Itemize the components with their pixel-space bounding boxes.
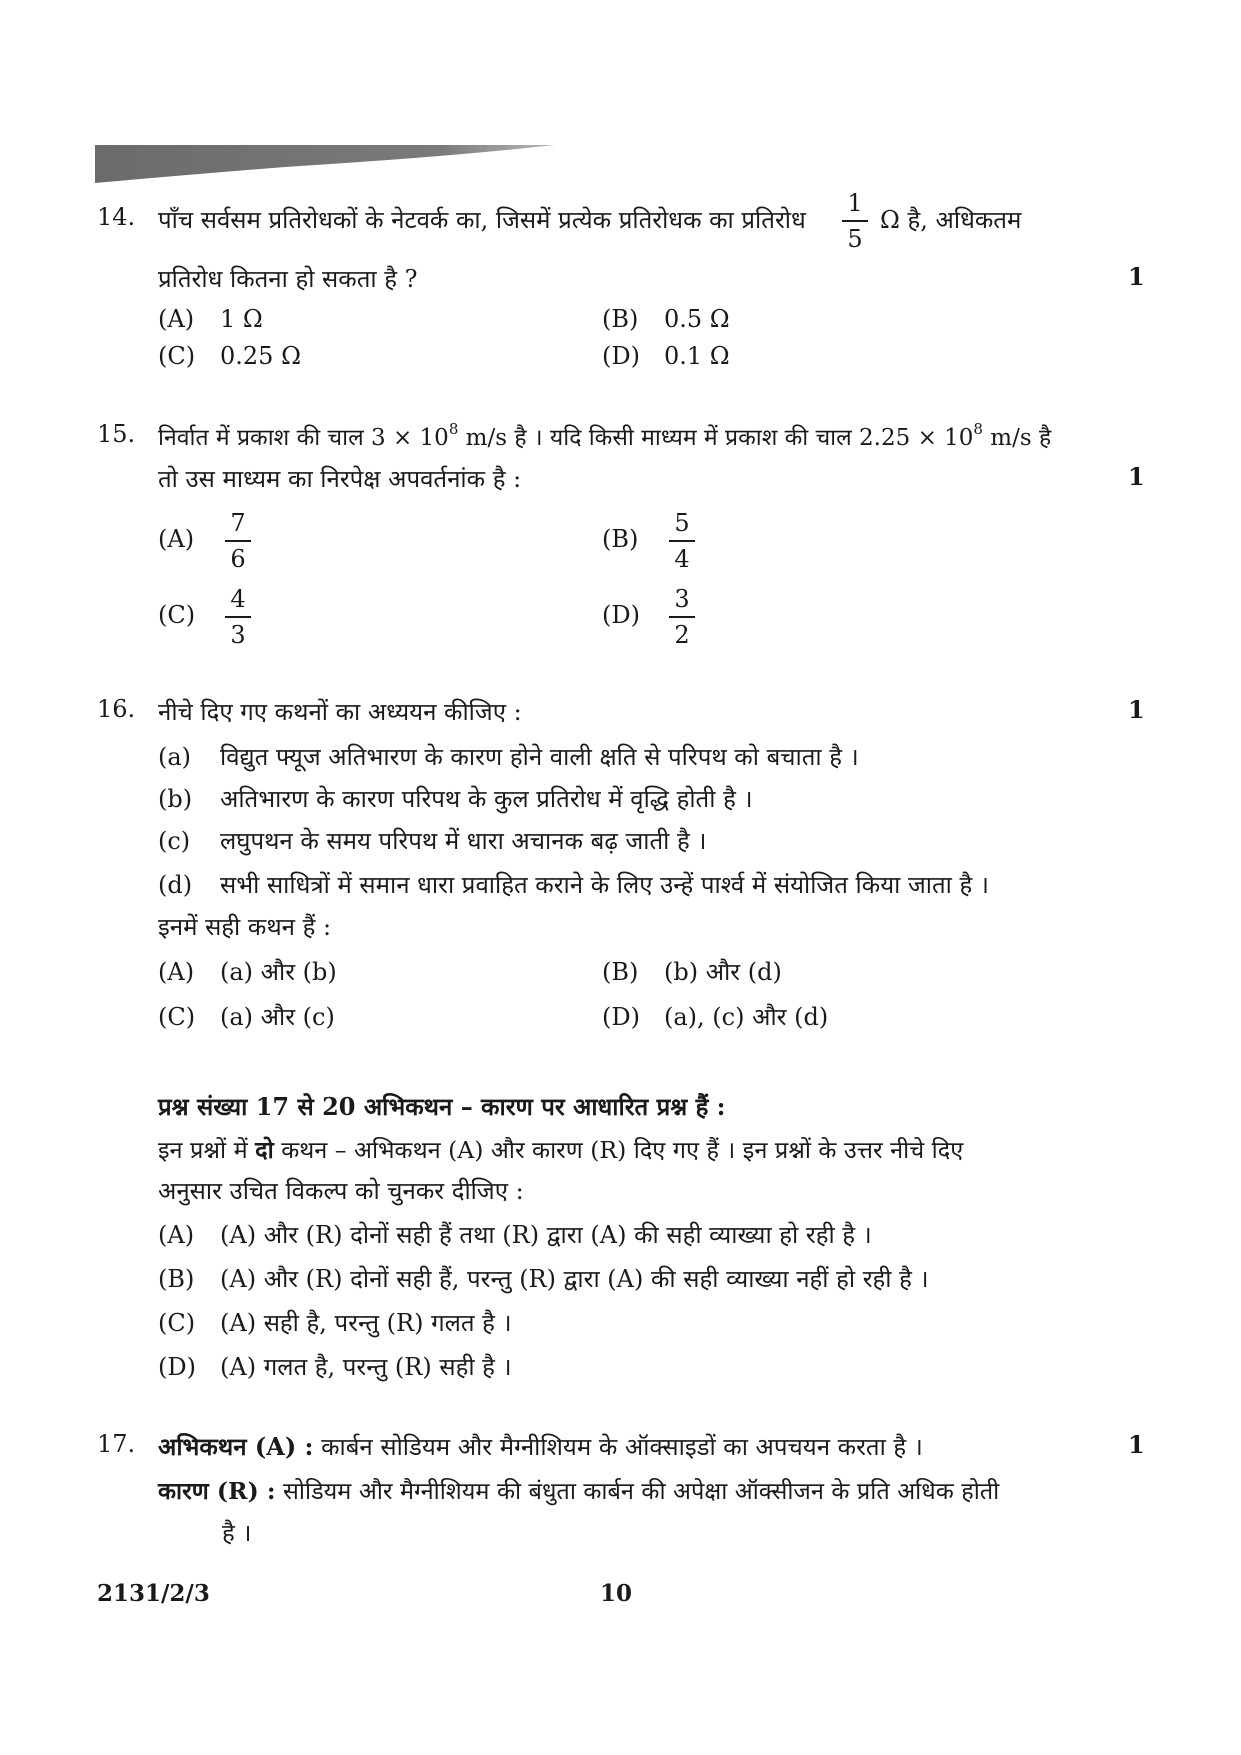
fraction: 5 4	[667, 506, 697, 576]
marks: 1	[1128, 695, 1145, 724]
section-heading: प्रश्न संख्या 17 से 20 अभिकथन – कारण पर आधारित प्रश्न हैं :	[158, 1092, 726, 1121]
question-text: Ω है, अधिकतम	[880, 206, 1022, 234]
statement-b: (b) अतिभारण के कारण परिपथ के कुल प्रतिरोध में वृद्धि होती है ।	[158, 785, 753, 813]
option-c[interactable]: (C) (a) और (c)	[158, 1003, 335, 1031]
marks: 1	[1128, 462, 1145, 491]
option-b[interactable]: (B) (b) और (d)	[602, 958, 782, 986]
ar-option-c: (C) (A) सही है, परन्तु (R) गलत है ।	[158, 1309, 512, 1337]
marks: 1	[1128, 1430, 1145, 1459]
paper-code: 2131/2/3	[97, 1580, 210, 1607]
fraction: 4 3	[223, 582, 253, 652]
reason-continued: है ।	[222, 1519, 252, 1547]
option-a[interactable]: (A) 1 Ω	[158, 305, 263, 333]
ar-option-a: (A) (A) और (R) दोनों सही हैं तथा (R) द्वारा (A) की सही व्याख्या हो रही है ।	[158, 1221, 872, 1249]
question-text: इनमें सही कथन हैं :	[158, 913, 332, 941]
option-a[interactable]: (A) (a) और (b)	[158, 958, 337, 986]
instruction-text: इन प्रश्नों में दो कथन – अभिकथन (A) और कारण (R) दिए गए हैं । इन प्रश्नों के उत्तर नीचे दिए	[158, 1136, 964, 1164]
option-b[interactable]: (B) 0.5 Ω	[602, 305, 730, 333]
question-number: 16.	[97, 695, 136, 723]
fraction: 1 5	[840, 186, 870, 256]
assertion: अभिकथन (A) : कार्बन सोडियम और मैग्नीशियम के ऑक्साइडों का अपचयन करता है ।	[158, 1432, 923, 1461]
question-number: 14.	[97, 203, 136, 231]
question-number: 17.	[97, 1430, 136, 1458]
fraction: 3 2	[667, 582, 697, 652]
statement-a: (a) विद्युत फ्यूज अतिभारण के कारण होने वाली क्षति से परिपथ को बचाता है ।	[158, 743, 859, 771]
question-text: पाँच सर्वसम प्रतिरोधकों के नेटवर्क का, जिसमें प्रत्येक प्रतिरोधक का प्रतिरोध	[158, 206, 806, 234]
marks: 1	[1128, 262, 1145, 291]
option-d[interactable]: (D) 0.1 Ω	[602, 342, 730, 370]
option-d[interactable]: (D) (a), (c) और (d)	[602, 1003, 829, 1031]
option-c[interactable]: (C) 0.25 Ω	[158, 342, 301, 370]
ar-option-d: (D) (A) गलत है, परन्तु (R) सही है ।	[158, 1353, 512, 1381]
page-number: 10	[600, 1580, 633, 1607]
statement-c: (c) लघुपथन के समय परिपथ में धारा अचानक बढ़ जाती है ।	[158, 827, 707, 855]
question-text: नीचे दिए गए कथनों का अध्ययन कीजिए :	[158, 698, 522, 726]
statement-d: (d) सभी साधित्रों में समान धारा प्रवाहित कराने के लिए उन्हें पार्श्व में संयोजित किया जाता है ।	[158, 871, 989, 899]
question-number: 15.	[97, 420, 136, 448]
question-text: निर्वात में प्रकाश की चाल $3 \times 10^8$ m/s है । यदि किसी माध्यम में प्रकाश की चाल $2.25 \times 10^8$ m/s है	[158, 420, 1052, 451]
instruction-text: अनुसार उचित विकल्प को चुनकर दीजिए :	[158, 1177, 524, 1205]
reason: कारण (R) : सोडियम और मैग्नीशियम की बंधुता कार्बन की अपेक्षा ऑक्सीजन के प्रति अधिक होती	[158, 1477, 1000, 1505]
question-text: तो उस माध्यम का निरपेक्ष अपवर्तनांक है :	[158, 465, 522, 493]
header-decorative-bar	[95, 145, 565, 185]
question-text: प्रतिरोध कितना हो सकता है ?	[158, 265, 418, 293]
fraction: 7 6	[223, 506, 253, 576]
ar-option-b: (B) (A) और (R) दोनों सही हैं, परन्तु (R) द्वारा (A) की सही व्याख्या नहीं हो रही है ।	[158, 1265, 929, 1293]
